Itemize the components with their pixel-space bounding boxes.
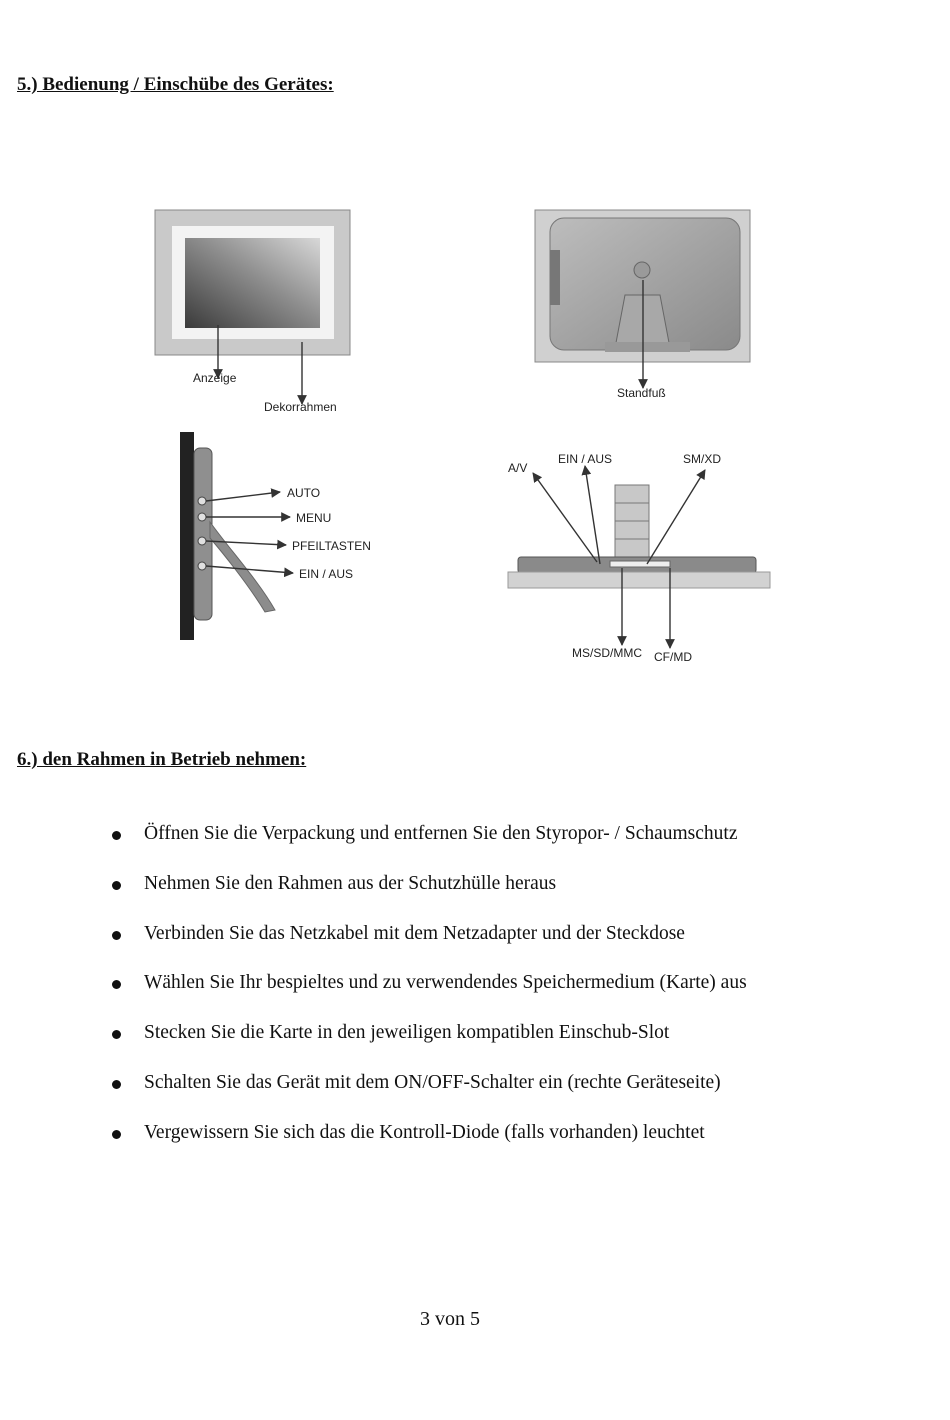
bullet-icon — [112, 980, 121, 989]
list-item-text: Schalten Sie das Gerät mit dem ON/OFF-Schalter ein (rechte Geräteseite) — [144, 1071, 721, 1093]
list-item-text: Öffnen Sie die Verpackung und entfernen Sie den Styropor- / Schaumschutz — [144, 823, 738, 844]
label-ein-aus-side: EIN / AUS — [299, 567, 354, 581]
list-item — [110, 1069, 747, 1119]
label-mssdmmc: MS/SD/MMC — [572, 646, 642, 660]
bullet-icon — [112, 1030, 121, 1039]
list-item — [110, 870, 747, 920]
bullet-icon — [112, 1080, 121, 1089]
label-pfeiltasten: PFEILTASTEN — [292, 539, 371, 553]
label-auto: AUTO — [287, 486, 321, 500]
list-item-text: Nehmen Sie den Rahmen aus der Schutzhülle heraus — [144, 872, 557, 894]
list-item — [110, 920, 747, 970]
list-item — [110, 1019, 747, 1069]
label-anzeige: Anzeige — [193, 371, 237, 385]
list-item-text: Wählen Sie Ihr bespieltes und zu verwendendes Speichermedium (Karte) aus — [144, 972, 747, 994]
list-item-text: Stecken Sie die Karte in den jeweiligen kompatiblen Einschub-Slot — [144, 1022, 670, 1044]
label-av: A/V — [508, 461, 528, 475]
bullet-icon — [112, 931, 121, 940]
label-cfmd: CF/MD — [654, 650, 692, 664]
label-standfuss: Standfuß — [617, 386, 666, 400]
top-view — [508, 466, 770, 648]
list-item-text: Vergewissern Sie sich das die Kontroll-Diode (falls vorhanden) leuchtet — [144, 1121, 705, 1143]
label-menu: MENU — [296, 511, 332, 525]
label-ein-aus-top: EIN / AUS — [558, 452, 613, 466]
side-view — [180, 432, 293, 640]
device-figure — [110, 120, 790, 720]
list-item-text: Verbinden Sie das Netzkabel mit dem Netzadapter und der Steckdose — [144, 922, 685, 944]
label-dekorrahmen: Dekorrahmen — [264, 400, 337, 414]
front-view — [155, 210, 350, 404]
label-smxd: SM/XD — [683, 452, 722, 466]
setup-steps-list — [110, 820, 747, 1169]
back-view — [535, 210, 750, 388]
list-item — [110, 969, 747, 1019]
list-item — [110, 820, 747, 870]
section-6-heading: 6.) den Rahmen in Betrieb nehmen: — [17, 749, 307, 770]
page-number: 3 von 5 — [420, 1308, 480, 1330]
list-item — [110, 1119, 747, 1169]
section-5-heading: 5.) Bedienung / Einschübe des Gerätes: — [17, 74, 334, 95]
bullet-icon — [112, 881, 121, 890]
device-illustration — [110, 120, 790, 720]
bullet-icon — [112, 831, 121, 840]
bullet-icon — [112, 1130, 121, 1139]
